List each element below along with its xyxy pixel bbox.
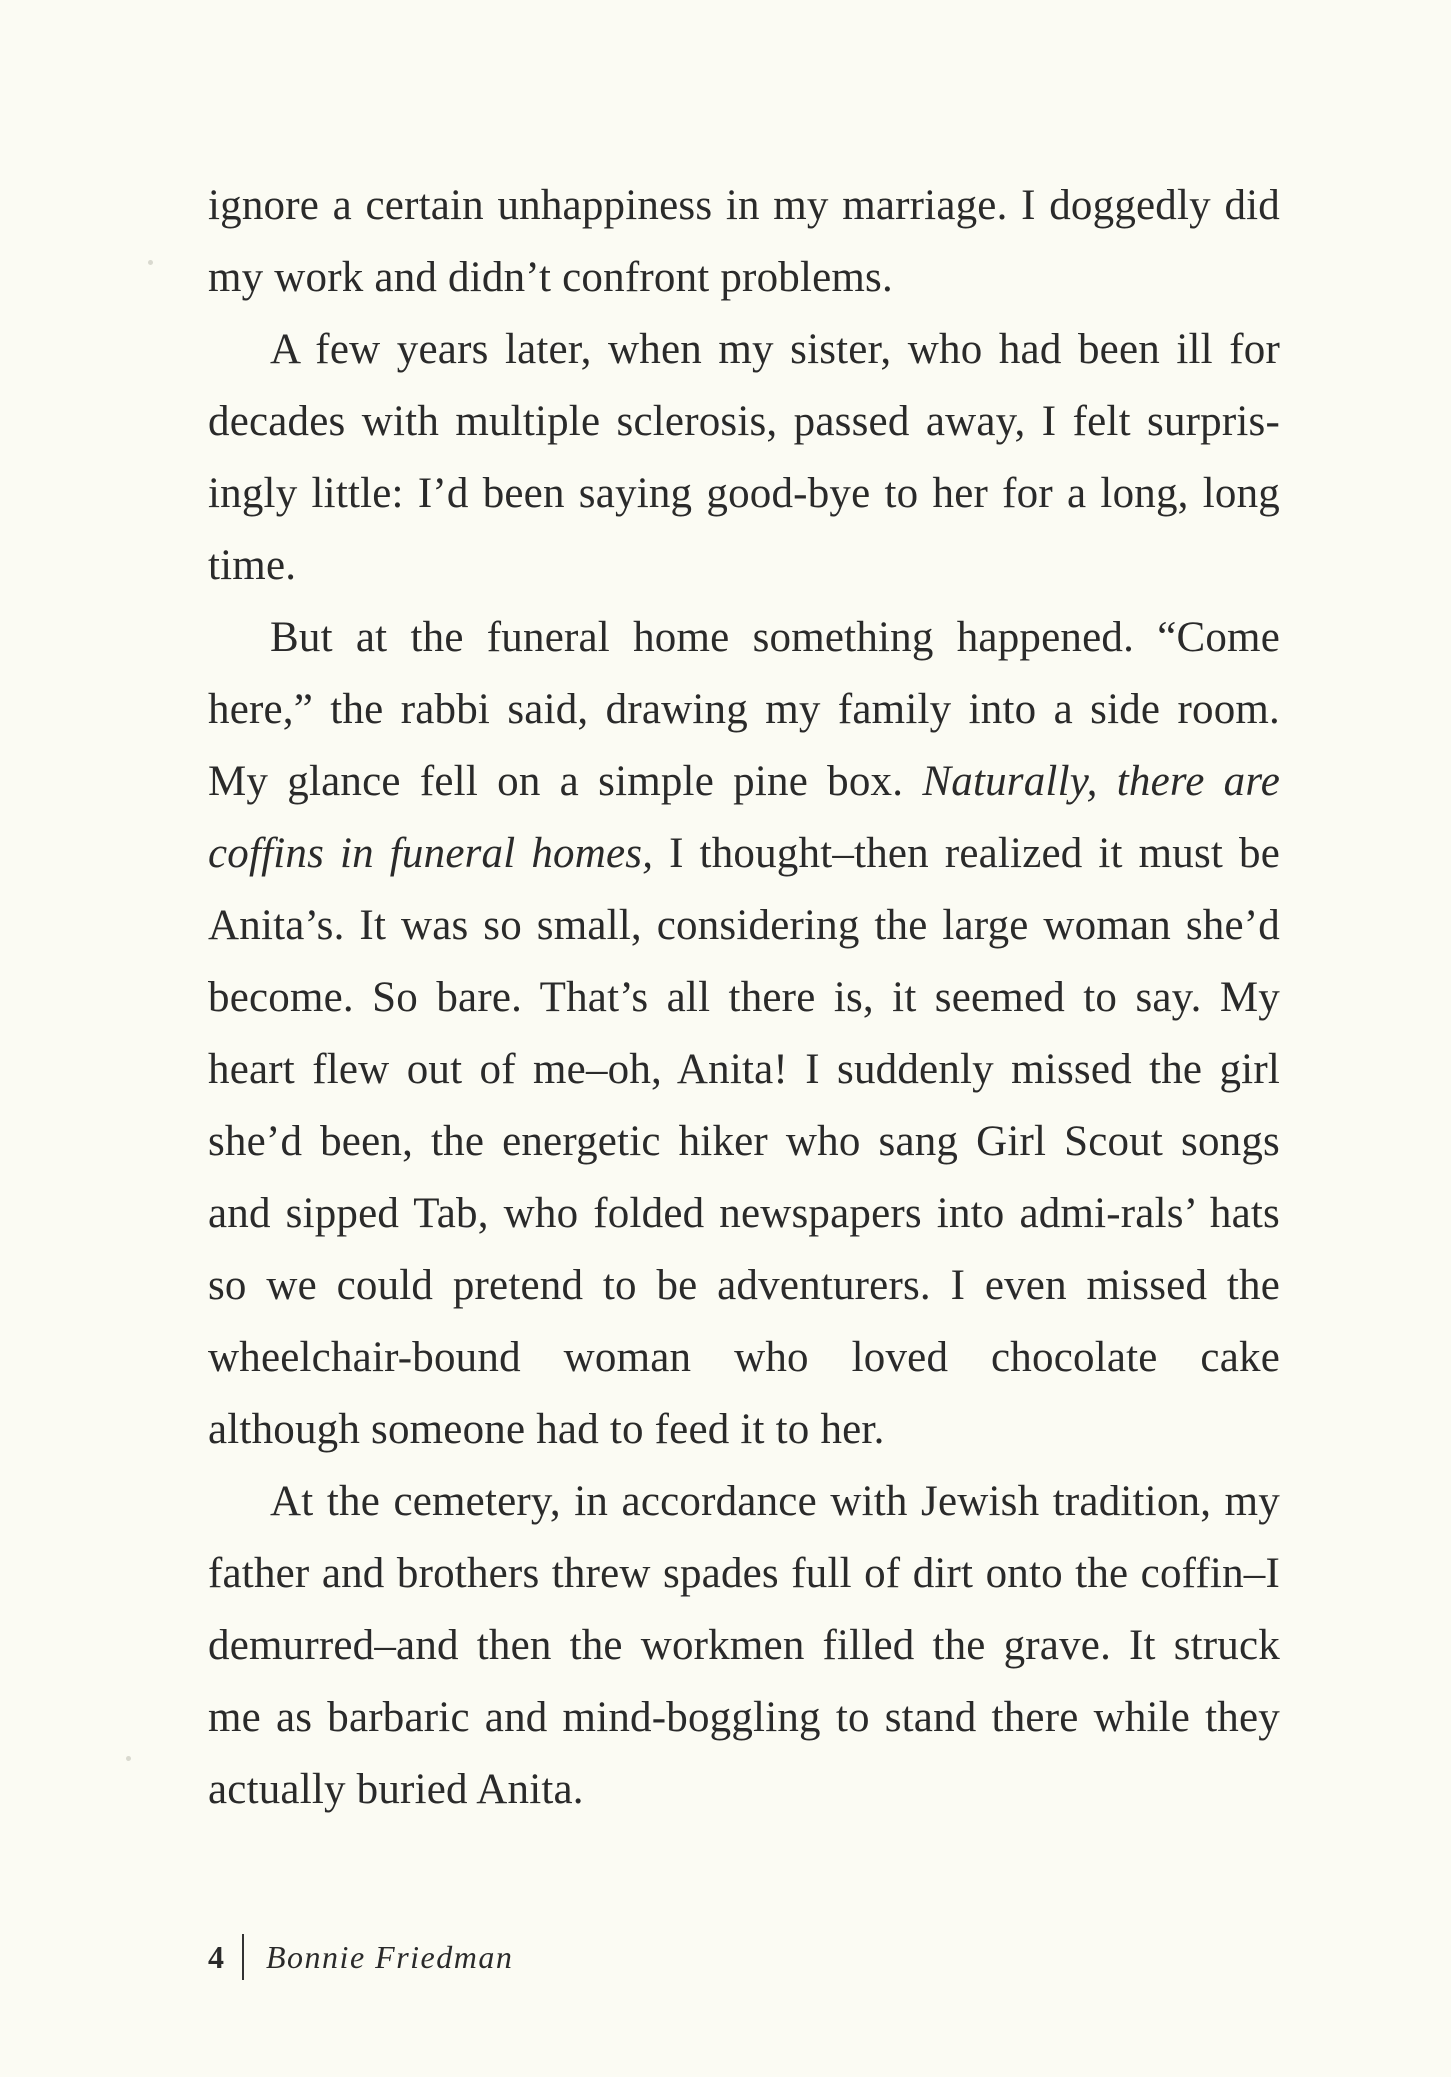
body-text xyxy=(208,170,1280,1826)
scan-speck xyxy=(126,1756,131,1761)
paragraph-2-text: A few years later, when my sister, who had been ill for decades with multiple sclerosis, passed away, I felt surpris-ingly little: I’d been saying good-bye to her for a long, long time. xyxy=(208,326,1280,589)
paragraph-1-text: ignore a certain unhappiness in my marriage. I doggedly did my work and didn’t confront problems. xyxy=(208,182,1280,301)
paragraph-3-text-end: I thought–then realized it must be Anita’s. It was so small, considering the large woman she’d become. So bare. That’s all there is, it seemed to say. My heart flew out of me–oh, Anita! I suddenly missed the girl she’d been, the energetic hiker who sang Girl Scout songs and sipped Tab, who folded newspapers into admi-rals’ hats so we could pretend to be adventurers. I even missed the wheelchair-bound woman who loved chocolate cake although someone had to feed it to her. xyxy=(208,830,1280,1453)
paragraph-3-text-start: But at the funeral home something happened. “Come here,” the rabbi said, drawing my family into a side room. My glance fell on a simple pine box. xyxy=(208,614,1280,805)
page-number: 4 xyxy=(208,1938,224,1975)
paragraph-4-text: At the cemetery, in accordance with Jewish tradition, my father and brothers threw spades full of dirt onto the coffin–I demurred–and then the workmen filled the grave. It struck me as barbaric and mind-boggling to stand there while they actually buried Anita. xyxy=(208,1478,1280,1813)
paragraph-3 xyxy=(208,602,1280,1466)
scan-speck xyxy=(148,260,153,265)
footer-divider xyxy=(242,1934,244,1980)
paragraph-1 xyxy=(208,170,1280,314)
paragraph-2 xyxy=(208,314,1280,602)
paragraph-3-italic-thought: Naturally, there are coffins in funeral homes, xyxy=(208,758,1280,877)
page-footer xyxy=(208,1932,513,1982)
paragraph-4 xyxy=(208,1466,1280,1826)
running-footer-author: Bonnie Friedman xyxy=(266,1938,514,1975)
